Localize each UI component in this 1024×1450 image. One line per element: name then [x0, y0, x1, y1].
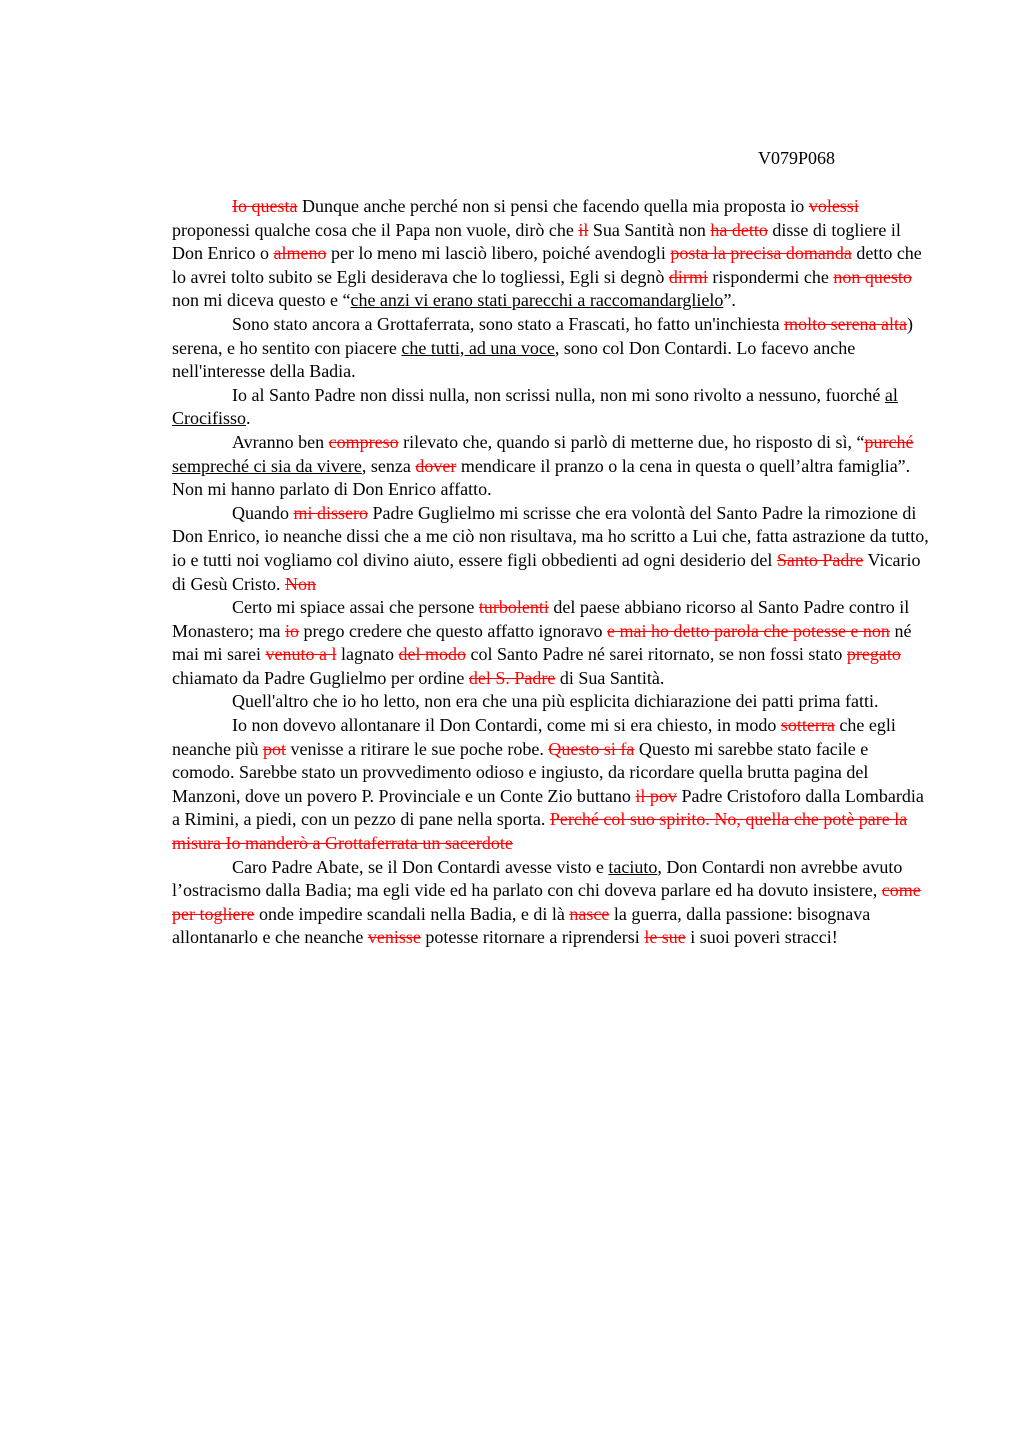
deleted-text: Perché col suo spirito. No, quella che potè pare la misura Io manderò a Grottaferrata un sacerdote: [172, 809, 908, 854]
paragraph: [172, 431, 932, 502]
paragraph: [172, 690, 932, 714]
text-run: disse di togliere il Don Enrico o: [172, 219, 901, 264]
deleted-text: ha detto: [710, 219, 768, 240]
paragraph: [172, 502, 932, 596]
text-run: né mai mi sarei: [172, 620, 912, 665]
text-run: prego credere che questo affatto ignoravo: [299, 620, 608, 641]
text-run: i suoi poveri stracci!: [685, 927, 838, 948]
deleted-text: posta la precisa domanda: [670, 243, 852, 264]
letter-body: [172, 195, 932, 950]
text-run: Avranno ben: [232, 431, 329, 452]
text-run: venisse a ritirare le sue poche robe.: [285, 738, 549, 759]
deleted-text: le sue: [644, 927, 686, 948]
text-run: rilevato che, quando si parlò di metterne due, ho risposto di sì, “: [398, 431, 865, 452]
deleted-text: mi dissero: [293, 502, 368, 523]
text-run: , Don Contardi non avrebbe avuto l’ostracismo dalla Badia; ma egli vide ed ha parlato con chi doveva parlare ed ha dovuto insistere,: [172, 856, 903, 901]
deleted-text: Santo Padre: [776, 549, 864, 570]
text-run: ”.: [723, 290, 736, 311]
text-run: Sono stato ancora a Grottaferrata, sono stato a Frascati, ho fatto un'inchiesta: [232, 313, 785, 334]
text-run: chiamato da Padre Guglielmo per ordine: [172, 667, 469, 688]
text-run: proponessi qualche cosa che il Papa non vuole, dirò che: [172, 219, 579, 240]
text-run: Caro Padre Abate, se il Don Contardi avesse visto e: [232, 856, 609, 877]
text-run: di Sua Santità.: [555, 667, 665, 688]
text-run: Questo mi sarebbe stato facile e comodo. Sarebbe stato un provvedimento odioso e ingiusto, da ricordare quella brutta pagina del Manzoni, dove un povero P. Provinciale e un Conte Zio buttano: [172, 738, 869, 806]
text-run: onde impedire scandali nella Badia, e di là: [254, 903, 570, 924]
underlined-text: sempreché ci sia da vivere: [172, 455, 362, 476]
deleted-text: del modo: [398, 644, 466, 665]
deleted-text: Io questa: [232, 196, 298, 216]
paragraph: [172, 313, 932, 384]
deleted-text: almeno: [273, 243, 327, 264]
deleted-text: molto serena alta: [784, 313, 908, 334]
text-run: potesse ritornare a riprendersi: [420, 927, 645, 948]
underlined-text: al Crocifisso: [172, 384, 898, 429]
deleted-text: venuto a l: [265, 644, 337, 665]
deleted-text: come per togliere: [172, 880, 921, 924]
deleted-text: non questo: [833, 266, 912, 287]
deleted-text: compreso: [328, 431, 399, 452]
deleted-text: venisse: [367, 927, 421, 948]
deleted-text: volessi: [808, 196, 859, 216]
text-run: , sono col Don Contardi. Lo facevo anche nell'interesse della Badia.: [172, 337, 856, 382]
deleted-text: Questo si fa: [548, 738, 635, 759]
deleted-text: dover: [415, 455, 457, 476]
deleted-text: Non: [285, 573, 317, 594]
deleted-text: nasce: [569, 903, 610, 924]
text-run: col Santo Padre né sarei ritornato, se non fossi stato: [465, 644, 847, 665]
text-run: che egli neanche più: [172, 715, 896, 759]
page-identifier: V079P068: [758, 148, 836, 168]
deleted-text: pregato: [846, 644, 901, 665]
text-run: Quando: [232, 502, 294, 523]
paragraph: [172, 856, 932, 950]
paragraph: [172, 195, 932, 313]
text-run: mendicare il pranzo o la cena in questa o quell’altra famiglia”. Non mi hanno parlato di Don Enrico affatto.: [172, 455, 911, 500]
underlined-text: taciuto: [608, 856, 658, 877]
deleted-text: e mai ho detto parola che potesse e non: [607, 620, 890, 641]
text-run: detto che lo avrei tolto subito se Egli desiderava che lo togliessi, Egli si degnò: [172, 243, 922, 287]
text-run: Sua Santità non: [588, 219, 711, 240]
text-run: lagnato: [336, 644, 399, 665]
underlined-text: che tutti, ad una voce: [401, 337, 555, 358]
text-run: Padre Guglielmo mi scrisse che era volontà del Santo Padre la rimozione di Don Enrico, io neanche dissi che a me ciò non risultava, ma ho scritto a Lui che, fatta astrazione da tutto, io e tutti noi vogliamo col divino aiuto, essere figli obbedienti ad ogni desiderio del: [172, 502, 929, 570]
underlined-text: che anzi vi erano stati parecchi a raccomandarglielo: [350, 290, 724, 311]
text-run: .: [246, 408, 251, 429]
deleted-text: il: [578, 219, 589, 240]
text-run: ) serena, e ho sentito con piacere: [172, 313, 914, 358]
deleted-text: pot: [262, 738, 286, 759]
text-run: Io non dovevo allontanare il Don Contardi, come mi si era chiesto, in modo: [232, 715, 781, 736]
text-run: rispondermi che: [707, 266, 834, 287]
text-run: non mi diceva questo e “: [172, 290, 351, 311]
deleted-text: dirmi: [668, 266, 708, 287]
text-run: la guerra, dalla passione: bisognava allontanarlo e che neanche: [172, 903, 871, 948]
text-run: Padre Cristoforo dalla Lombardia a Rimini, a piedi, con un pezzo di pane nella sporta.: [172, 785, 924, 830]
paragraph: [172, 384, 932, 431]
deleted-text: del S. Padre: [468, 667, 556, 688]
text-run: Certo mi spiace assai che persone: [232, 597, 479, 618]
text-run: Io al Santo Padre non dissi nulla, non scrissi nulla, non mi sono rivolto a nessuno, fuorché: [232, 384, 885, 405]
deleted-text: purché: [864, 431, 914, 452]
deleted-text: io: [284, 620, 299, 641]
paragraph: [172, 596, 932, 690]
paragraph: [172, 714, 932, 856]
text-run: Vicario di Gesù Cristo.: [172, 549, 921, 594]
text-run: Dunque anche perché non si pensi che facendo quella mia proposta io: [297, 196, 809, 216]
text-run: Quell'altro che io ho letto, non era che una più esplicita dichiarazione dei patti prima fatti.: [232, 691, 879, 712]
deleted-text: turbolenti: [478, 597, 549, 618]
deleted-text: sotterra: [780, 715, 835, 736]
text-run: per lo meno mi lasciò libero, poiché avendogli: [326, 243, 671, 264]
text-run: del paese abbiano ricorso al Santo Padre contro il Monastero; ma: [172, 597, 910, 641]
deleted-text: il pov: [635, 785, 677, 806]
text-run: , senza: [361, 455, 416, 476]
